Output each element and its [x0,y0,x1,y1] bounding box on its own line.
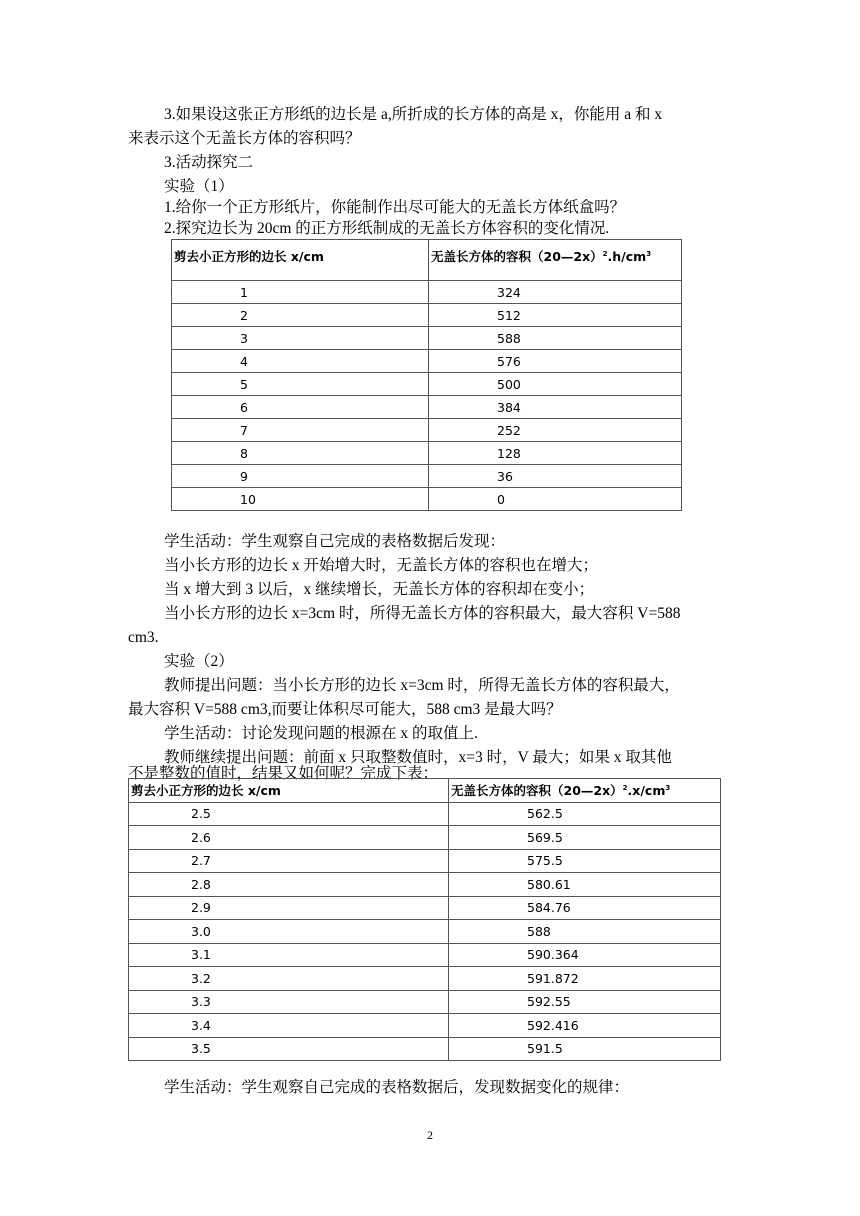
table-cell-volume: 584.76 [449,896,721,920]
table-row [129,943,721,967]
experiment-heading: 实验（2） [164,653,234,670]
paragraph-line: 最大容积 V=588 cm3,而要让体积尽可能大，588 cm3 是最大吗？ [128,701,562,718]
table-row [172,488,682,511]
table-cell-x: 2.6 [129,826,449,850]
section-heading: 3.活动探究二 [164,154,254,171]
table-row [172,304,682,327]
paragraph-line: 3.如果设这张正方形纸的边长是 a,所折成的长方体的高是 x，你能用 a 和 x [164,106,663,123]
paragraph-line: 教师提出问题：当小长方形的边长 x=3cm 时，所得无盖长方体的容积最大， [164,677,680,694]
paragraph-line: cm3. [128,629,159,646]
paragraph-line: 当小长方形的边长 x 开始增大时，无盖长方体的容积也在增大； [164,557,599,574]
page-number: 2 [427,1128,433,1142]
experiment-heading: 实验（1） [164,178,234,195]
paragraph-line: 学生活动：学生观察自己完成的表格数据后，发现数据变化的规律： [164,1079,630,1096]
paragraph-line: 教师继续提出问题：前面 x 只取整数值时，x=3 时，V 最大；如果 x 取其他 [164,749,672,766]
table-cell-x: 2 [172,304,429,327]
table-cell-x: 3.3 [129,990,449,1014]
table-cell-x: 9 [172,465,429,488]
table-cell-x: 2.7 [129,849,449,873]
table-cell-volume: 590.364 [449,943,721,967]
table-cell-x: 3.2 [129,967,449,991]
paragraph-line: 学生活动：讨论发现问题的根源在 x 的取值上. [164,725,478,742]
table-row [172,419,682,442]
header-side-length: 剪去小正方形的边长 x/cm [131,783,281,799]
table-cell-volume: 128 [429,442,682,465]
table-cell-volume: 592.55 [449,990,721,1014]
table-cell-volume: 588 [429,327,682,350]
table-cell-x: 3.4 [129,1014,449,1038]
header-unit-exponent: 3 [665,784,671,793]
paragraph-line: 来表示这个无盖长方体的容积吗？ [128,130,361,147]
table-cell-volume: 384 [429,396,682,419]
table-cell-volume: 588 [449,920,721,944]
paragraph-line: 不是整数的值时，结果又如何呢？完成下表： [128,765,439,782]
table-row [129,920,721,944]
table-cell-volume: 36 [429,465,682,488]
paragraph-line: 1.给你一个正方形纸片，你能制作出尽可能大的无盖长方体纸盒吗？ [164,199,626,216]
table-row [172,327,682,350]
volume-table-integer [171,239,682,511]
header-unit-exponent: 3 [646,249,652,258]
table-header-row [172,240,682,281]
table-header-cell [172,240,429,281]
table-row [172,350,682,373]
table-cell-x: 6 [172,396,429,419]
header-unit: .h/cm [607,249,647,264]
table-cell-x: 3 [172,327,429,350]
table-header-cell [449,779,721,803]
table-cell-volume: 576 [429,350,682,373]
header-unit: .x/cm [627,783,666,799]
table-cell-volume: 591.5 [449,1037,721,1061]
table-row [129,802,721,826]
table-row [129,1037,721,1061]
table-row [172,465,682,488]
header-volume: 无盖长方体的容积（20—2x） [451,783,623,799]
table-cell-x: 2.5 [129,802,449,826]
table-cell-volume: 252 [429,419,682,442]
table-row [129,873,721,897]
table-row [129,1014,721,1038]
table-cell-volume: 592.416 [449,1014,721,1038]
header-side-length: 剪去小正方形的边长 x/cm [174,249,324,264]
paragraph-line: 当 x 增大到 3 以后，x 继续增长，无盖长方体的容积却在变小； [164,581,595,598]
table-cell-x: 3.5 [129,1037,449,1061]
table-row [172,396,682,419]
table-row [172,373,682,396]
table-header-row [129,779,721,803]
paragraph-line: 2.探究边长为 20cm 的正方形纸制成的无盖长方体容积的变化情况. [164,220,610,237]
table-cell-volume: 500 [429,373,682,396]
header-exponent: 2 [602,249,608,258]
paragraph-line: 学生活动：学生观察自己完成的表格数据后发现： [164,533,506,550]
paragraph-line: 当小长方形的边长 x=3cm 时，所得无盖长方体的容积最大，最大容积 V=588 [164,605,681,622]
table-row [129,967,721,991]
table-cell-x: 3.0 [129,920,449,944]
table-cell-x: 3.1 [129,943,449,967]
table-cell-volume: 580.61 [449,873,721,897]
table-row [129,849,721,873]
table-row [172,281,682,304]
table-row [172,442,682,465]
table-header-cell [129,779,449,803]
header-volume: 无盖长方体的容积（20—2x） [431,249,603,264]
table-cell-x: 7 [172,419,429,442]
table-cell-volume: 569.5 [449,826,721,850]
table-cell-volume: 0 [429,488,682,511]
table-row [129,896,721,920]
table-cell-volume: 591.872 [449,967,721,991]
table-cell-x: 2.8 [129,873,449,897]
table-cell-x: 5 [172,373,429,396]
table-cell-volume: 512 [429,304,682,327]
table-cell-x: 4 [172,350,429,373]
table-cell-volume: 562.5 [449,802,721,826]
volume-table-decimal [128,778,721,1061]
table-cell-volume: 324 [429,281,682,304]
table-cell-x: 8 [172,442,429,465]
table-cell-volume: 575.5 [449,849,721,873]
table-row [129,826,721,850]
table-row [129,990,721,1014]
table-cell-x: 10 [172,488,429,511]
header-exponent: 2 [622,784,628,793]
table-header-cell [429,240,682,281]
table-cell-x: 1 [172,281,429,304]
table-cell-x: 2.9 [129,896,449,920]
